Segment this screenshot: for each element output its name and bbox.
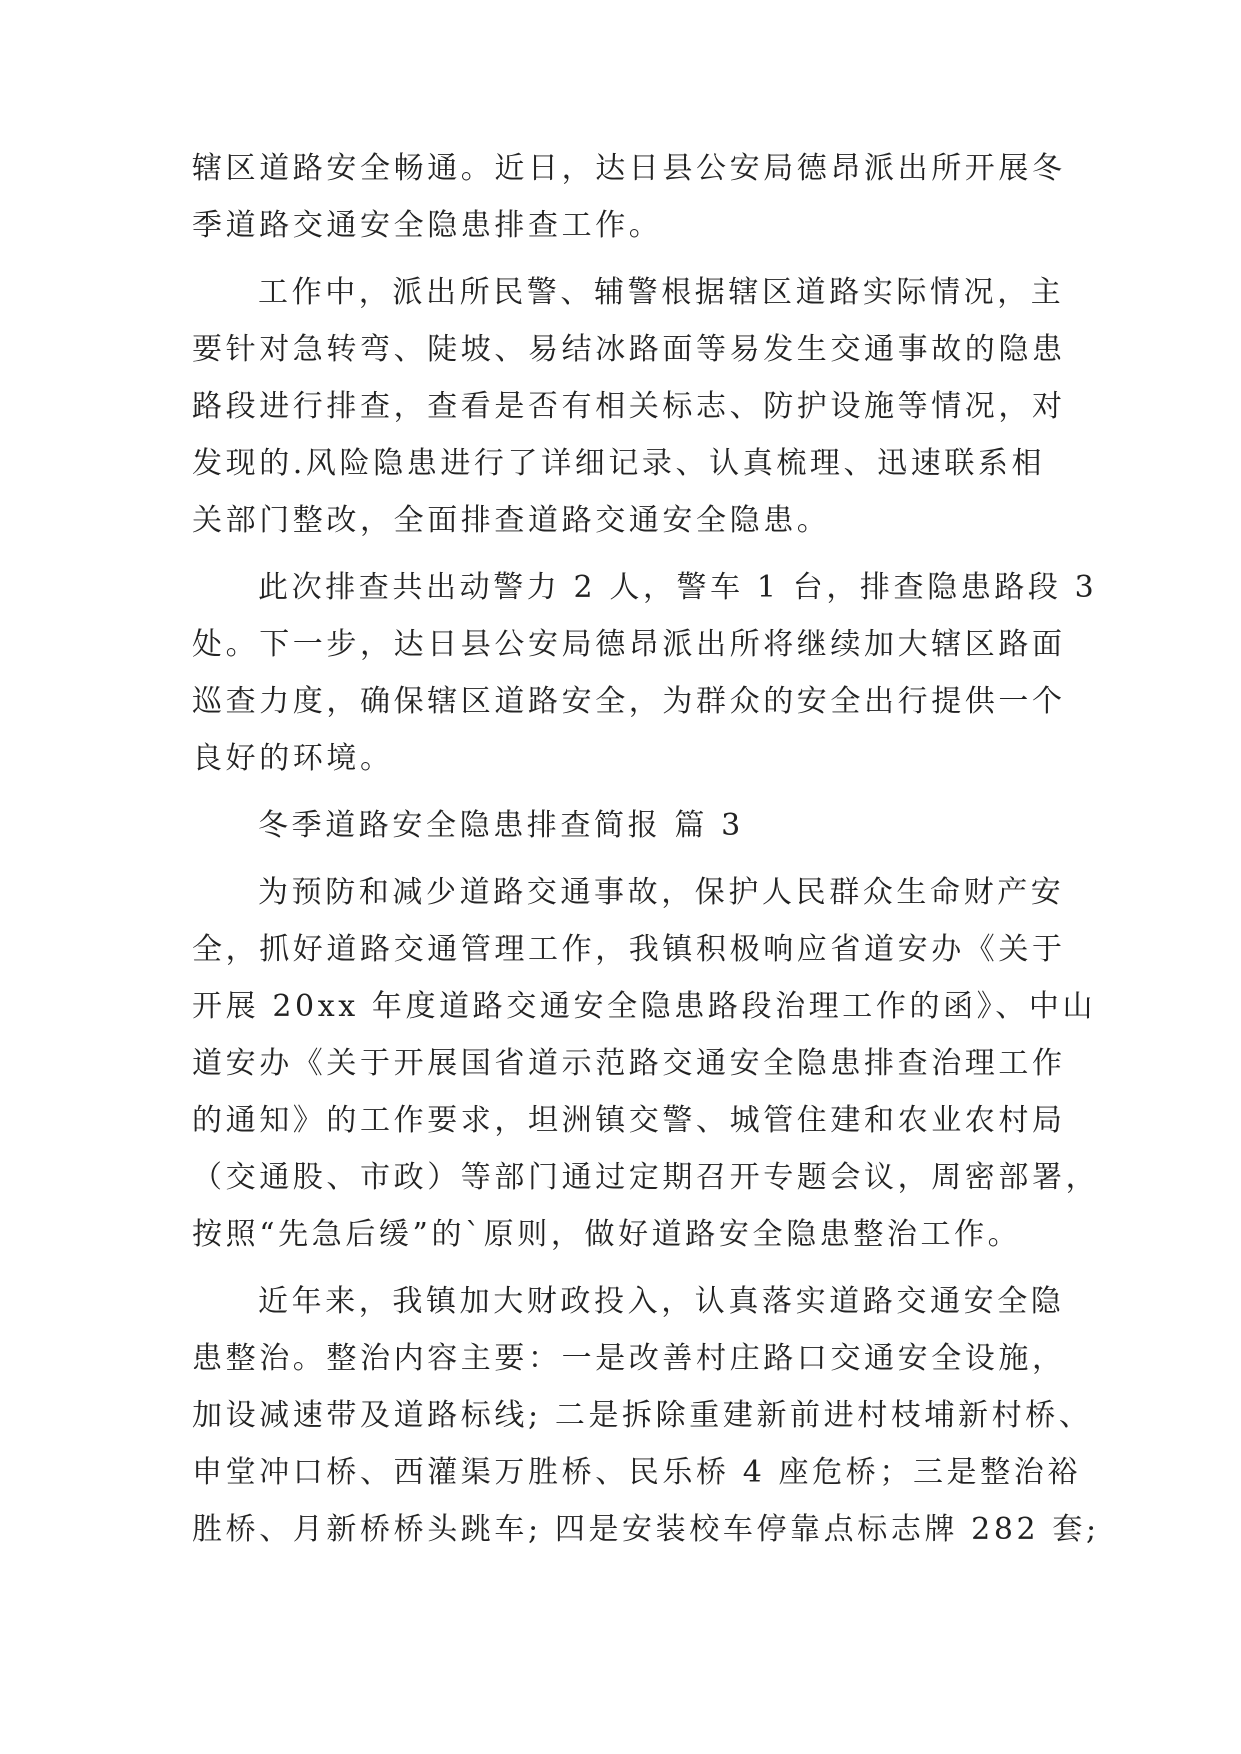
section-heading <box>192 797 1062 854</box>
text-line: 近年来，我镇加大财政投入，认真落实道路交通安全隐 <box>258 1284 1065 1319</box>
paragraph-town-measures <box>192 864 1100 1263</box>
text-line: 辖区道路安全畅通。近日，达日县公安局德昂派出所开展冬 <box>192 151 1066 186</box>
text-line: 胜桥、月新桥桥头跳车; 四是安装校车停靠点标志牌 282 套; <box>192 1512 1100 1547</box>
text-line: 的通知》的工作要求，坦洲镇交警、城管住建和农业农村局 <box>192 1103 1066 1138</box>
document-body <box>192 140 1100 1568</box>
text-line: 要针对急转弯、陡坡、易结冰路面等易发生交通事故的隐患 <box>192 332 1066 367</box>
text-line: （交通股、市政）等部门通过定期召开专题会议，周密部署， <box>192 1160 1100 1195</box>
section-title: 冬季道路安全隐患排查简报 篇 3 <box>258 808 744 843</box>
text-line: 为预防和减少道路交通事故，保护人民群众生命财产安 <box>258 875 1065 910</box>
text-line: 路段进行排查，查看是否有相关标志、防护设施等情况，对 <box>192 389 1066 424</box>
text-line: 全，抓好道路交通管理工作，我镇积极响应省道安办《关于 <box>192 932 1066 967</box>
text-line: 季道路交通安全隐患排查工作。 <box>192 208 663 243</box>
text-line: 工作中，派出所民警、辅警根据辖区道路实际情况，主 <box>258 275 1065 310</box>
text-line: 良好的环境。 <box>192 741 394 776</box>
paragraph-work-details <box>192 264 1066 549</box>
text-line: 患整治。整治内容主要：一是改善村庄路口交通安全设施， <box>192 1341 1066 1376</box>
text-line: 开展 20xx 年度道路交通安全隐患路段治理工作的函》、中山 <box>192 989 1097 1024</box>
paragraph-recent-years <box>192 1273 1100 1558</box>
text-line: 处。下一步，达日县公安局德昂派出所将继续加大辖区路面 <box>192 627 1066 662</box>
text-line: 此次排查共出动警力 2 人，警车 1 台，排查隐患路段 3 <box>258 570 1098 605</box>
text-line: 巡查力度，确保辖区道路安全，为群众的安全出行提供一个 <box>192 684 1066 719</box>
text-line: 按照“先急后缓”的`原则，做好道路安全隐患整治工作。 <box>192 1217 1022 1252</box>
text-line: 加设减速带及道路标线; 二是拆除重建新前进村枝埔新村桥、 <box>192 1398 1093 1433</box>
text-line: 道安办《关于开展国省道示范路交通安全隐患排查治理工作 <box>192 1046 1066 1081</box>
text-line: 申堂冲口桥、西灌渠万胜桥、民乐桥 4 座危桥；三是整治裕 <box>192 1455 1081 1490</box>
paragraph-intro-continued <box>192 140 1066 254</box>
text-line: 发现的.风险隐患进行了详细记录、认真梳理、迅速联系相 <box>192 446 1046 481</box>
paragraph-inspection-summary <box>192 559 1098 787</box>
text-line: 关部门整改，全面排查道路交通安全隐患。 <box>192 503 831 538</box>
